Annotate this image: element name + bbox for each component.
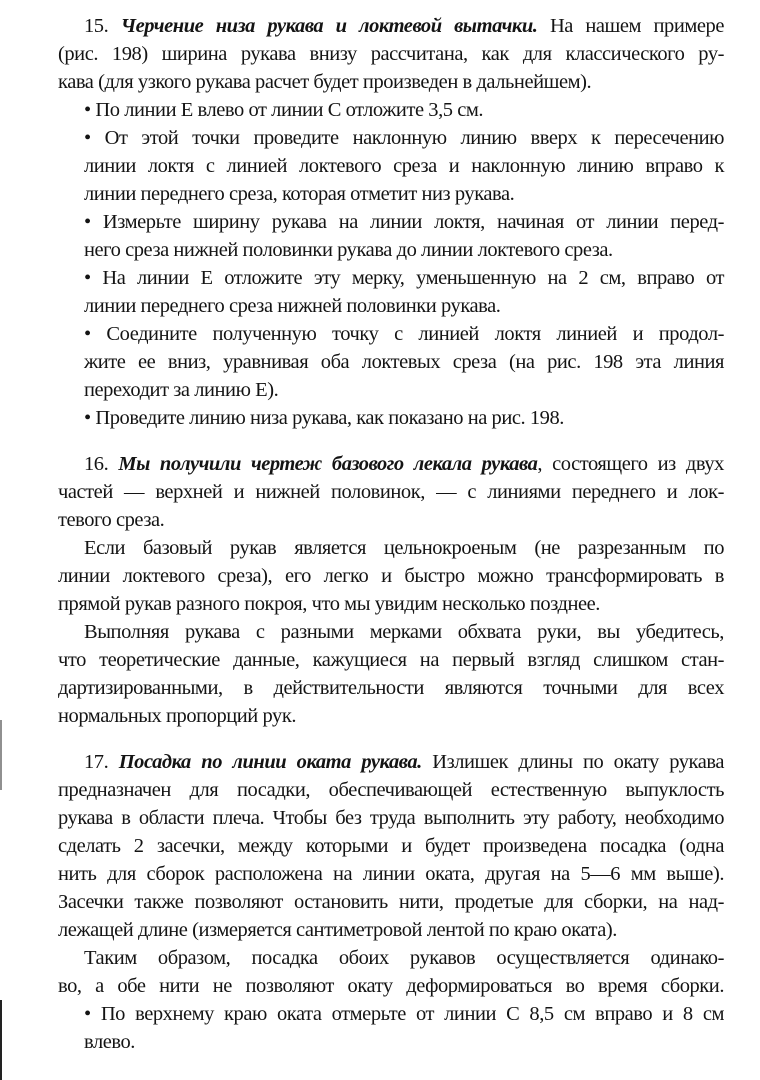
bullet-item: • Соедините полученную точку с линией локтя линией и продол- — [84, 323, 724, 345]
section-title: Мы получили чертеж базового лекала рукава — [118, 453, 538, 475]
text-line: линии локтя с линией локтевого среза и наклонную линию вправо к — [84, 155, 724, 177]
text-line: переходит за линию Е). — [84, 379, 279, 401]
text-line: влево. — [84, 1031, 135, 1053]
bullet-item: • Измерьте ширину рукава на линии локтя, начиная от линии перед- — [84, 211, 724, 233]
section-17-heading-line — [84, 748, 724, 776]
bullet-item: • По верхнему краю оката отмерьте от линии С 8,5 см вправо и 8 см — [84, 1003, 724, 1025]
text-line: нить для сборок расположена на линии оката, другая на 5—6 мм выше). — [58, 863, 724, 885]
text-line: рукава в области плеча. Чтобы без труда выполнить эту работу, необходимо — [58, 807, 724, 829]
bullet-item: • Проведите линию низа рукава, как показано на рис. 198. — [84, 407, 564, 429]
text-line: что теоретические данные, кажущиеся на первый взгляд слишком стан- — [58, 649, 724, 671]
section-title: Черчение низа рукава и локтевой вытачки. — [120, 15, 538, 37]
text-line: частей — верхней и нижней половинок, — с линиями переднего и лок- — [58, 481, 724, 503]
section-number: 15. — [84, 15, 109, 37]
scan-edge-mark — [0, 720, 2, 790]
text-line: прямой рукав разного покроя, что мы увидим несколько позднее. — [58, 593, 600, 615]
paragraph-start: Выполняя рукава с разными мерками обхвата руки, вы убедитесь, — [84, 621, 724, 643]
paragraph-start: Если базовый рукав является цельнокроеным (не разрезанным по — [84, 537, 724, 559]
section-number: 17. — [84, 751, 109, 773]
text-line: жите ее вниз, уравнивая оба локтевых среза (на рис. 198 эта линия — [84, 351, 724, 373]
text-line: тевого среза. — [58, 509, 165, 531]
text-line: сделать 2 засечки, между которыми и будет произведена посадка (одна — [58, 835, 724, 857]
text-line: линии переднего среза, которая отметит низ рукава. — [84, 183, 515, 205]
text-line: него среза нижней половинки рукава до линии локтевого среза. — [84, 239, 613, 261]
text-line: (рис. 198) ширина рукава внизу рассчитана, как для классического ру- — [58, 43, 724, 65]
section-title: Посадка по линии оката рукава. — [118, 751, 422, 773]
section-number: 16. — [84, 453, 109, 475]
text-line: лежащей длине (измеряется сантиметровой лентой по краю оката). — [58, 919, 617, 941]
paragraph-text: На нашем примере — [549, 15, 724, 37]
paragraph-text: , состоящего из двух — [537, 453, 724, 475]
section-16-heading-line — [84, 450, 724, 478]
text-line: нормальных пропорций рук. — [58, 705, 297, 727]
bullet-item: • От этой точки проведите наклонную линию вверх к пересечению — [84, 127, 724, 149]
text-line: дартизированными, в действительности являются точными для всех — [58, 677, 724, 699]
paragraph-text: Излишек длины по окату рукава — [432, 751, 725, 773]
bullet-item: • По линии Е влево от линии С отложите 3,5 см. — [84, 99, 484, 121]
text-line: во, а обе нити не позволяют окату деформироваться во время сборки. — [58, 975, 724, 997]
text-line: линии переднего среза нижней половинки рукава. — [84, 295, 501, 317]
text-line: предназначен для посадки, обеспечивающей естественную выпуклость — [58, 779, 724, 801]
paragraph-start: Таким образом, посадка обоих рукавов осуществляется одинако- — [84, 947, 724, 969]
text-line: линии локтевого среза), его легко и быстро можно трансформировать в — [58, 565, 724, 587]
scan-edge-mark — [0, 1000, 2, 1080]
text-line: кава (для узкого рукава расчет будет произведен в дальнейшем). — [58, 71, 592, 93]
text-line: Засечки также позволяют остановить нити, продетые для сборки, на над- — [58, 891, 724, 913]
bullet-item: • На линии Е отложите эту мерку, уменьшенную на 2 см, вправо от — [84, 267, 724, 289]
section-15-heading-line — [84, 12, 724, 40]
